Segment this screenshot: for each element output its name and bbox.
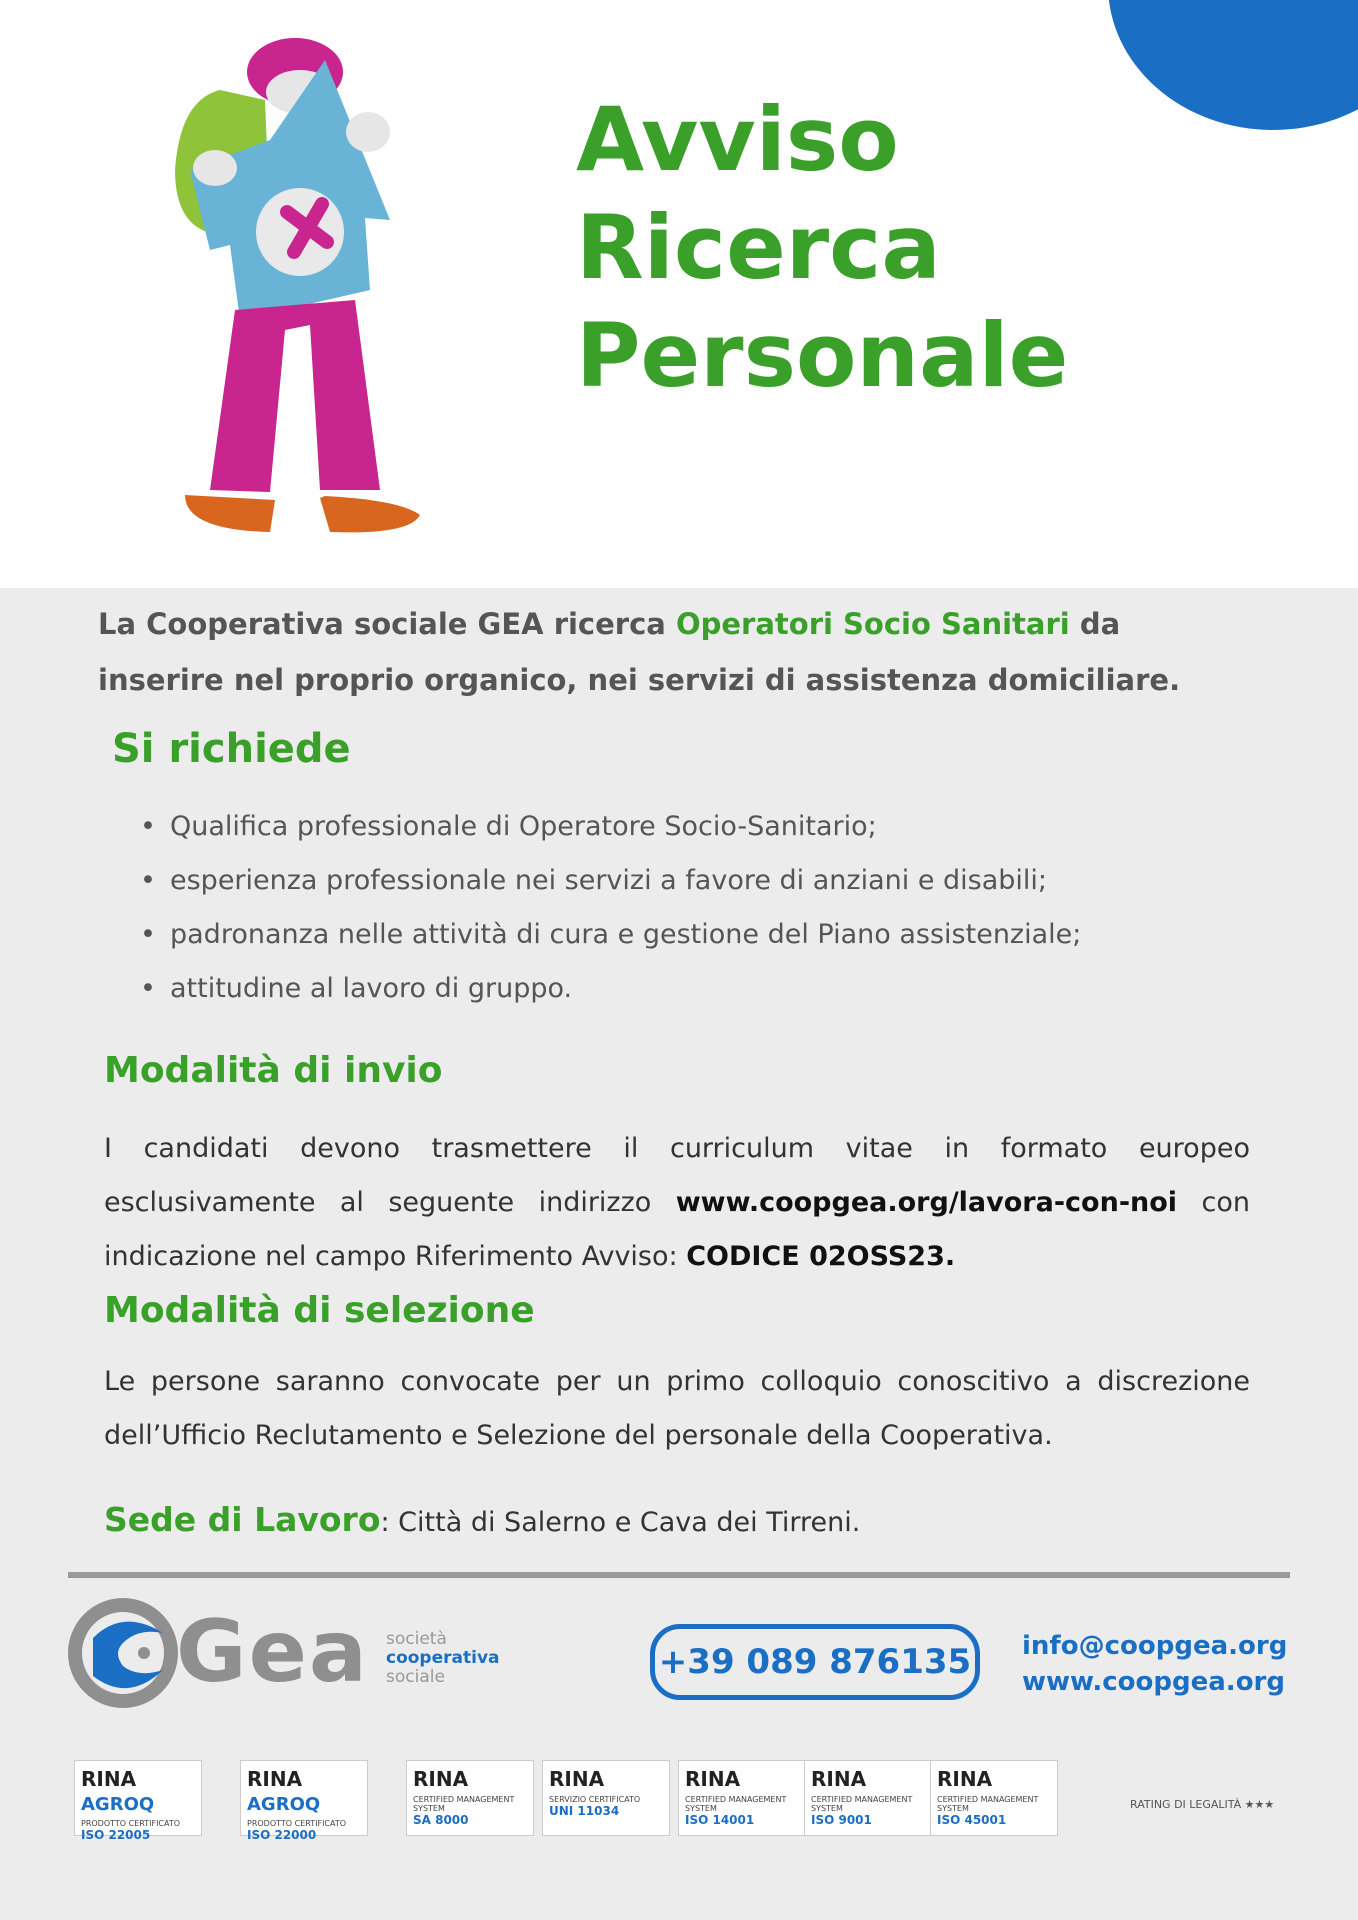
cert-sub: AGROQ: [81, 1794, 155, 1815]
word: candidati: [143, 1133, 269, 1164]
word: indirizzo: [538, 1187, 652, 1218]
cert-iso: ISO 22005: [81, 1828, 151, 1842]
list-item-text: padronanza nelle attività di cura e gestione del Piano assistenziale;: [170, 919, 1082, 950]
certification-badge: [804, 1760, 932, 1836]
cert-brand: RINA: [685, 1767, 741, 1791]
gea-logo: [68, 1598, 528, 1708]
word: I: [104, 1133, 112, 1164]
cert-note: PRODOTTO CERTIFICATO: [81, 1819, 181, 1828]
word: in: [944, 1133, 970, 1164]
cert-brand: RINA: [549, 1767, 605, 1791]
cert-iso: UNI 11034: [549, 1804, 620, 1818]
reference-code: CODICE 02OSS23.: [686, 1241, 956, 1272]
sending-line-3: [104, 1230, 1250, 1284]
list-item-text: attitudine al lavoro di gruppo.: [170, 973, 573, 1004]
cert-note: CERTIFIED MANAGEMENT SYSTEM: [685, 1795, 787, 1813]
word: con: [1201, 1187, 1250, 1218]
intro-text-2: da inserire nel proprio organico, nei servizi di assistenza domiciliare.: [98, 607, 1181, 697]
word: trasmettere: [431, 1133, 592, 1164]
cert-iso: SA 8000: [413, 1813, 469, 1827]
intro-highlight: Operatori Socio Sanitari: [675, 607, 1070, 641]
cert-note: CERTIFIED MANAGEMENT SYSTEM: [811, 1795, 913, 1813]
contact-info: [1022, 1628, 1287, 1700]
work-location-label: Sede di Lavoro: [104, 1500, 381, 1539]
cert-brand: RINA: [413, 1767, 469, 1791]
logo-sub-line: sociale: [386, 1667, 445, 1687]
intro-paragraph: [98, 596, 1248, 708]
website-link[interactable]: www.coopgea.org: [1022, 1667, 1285, 1697]
application-url-link[interactable]: www.coopgea.org/lavora-con-noi: [675, 1187, 1178, 1218]
certification-badge: [678, 1760, 806, 1836]
list-item: [140, 854, 1081, 908]
logo-wordmark: Gea: [176, 1602, 369, 1702]
bullet-icon: •: [140, 811, 156, 842]
requirements-heading: Si richiede: [112, 726, 351, 772]
cert-note: SERVIZIO CERTIFICATO: [549, 1795, 641, 1804]
trousers-shape: [210, 300, 380, 492]
title-line-3: Personale: [576, 304, 1069, 407]
bullet-icon: •: [140, 865, 156, 896]
work-location-value: : Città di Salerno e Cava dei Tirreni.: [380, 1507, 861, 1538]
logo-sub-line: cooperativa: [386, 1648, 500, 1668]
list-item: [140, 962, 1081, 1016]
cert-iso: ISO 45001: [937, 1813, 1007, 1827]
list-item-text: esperienza professionale nei servizi a favore di anziani e disabili;: [170, 865, 1048, 896]
email-link[interactable]: info@coopgea.org: [1022, 1631, 1288, 1661]
sending-paragraph: [104, 1122, 1250, 1284]
word: curriculum: [669, 1133, 815, 1164]
cert-sub: AGROQ: [247, 1794, 321, 1815]
word: il: [623, 1133, 639, 1164]
logo-sub-line: società: [386, 1629, 447, 1649]
list-item: [140, 800, 1081, 854]
page-title: [576, 86, 1068, 410]
reference-label: indicazione nel campo Riferimento Avviso:: [104, 1241, 687, 1272]
cert-iso: ISO 22000: [247, 1828, 317, 1842]
certification-badge: [74, 1760, 202, 1842]
cert-brand: RINA: [81, 1767, 137, 1791]
logo-subtitle: [386, 1630, 500, 1687]
selection-heading: Modalità di selezione: [104, 1290, 535, 1331]
sending-heading: Modalità di invio: [104, 1050, 443, 1091]
cert-iso: ISO 9001: [811, 1813, 872, 1827]
word: seguente: [388, 1187, 515, 1218]
bullet-icon: •: [140, 973, 156, 1004]
certifications-strip: [74, 1760, 1294, 1840]
word: vitae: [845, 1133, 913, 1164]
certification-badge: [406, 1760, 534, 1836]
word: formato: [1000, 1133, 1108, 1164]
intro-text-1: La Cooperativa sociale GEA ricerca: [98, 607, 676, 641]
title-line-1: Avviso: [576, 88, 899, 191]
title-line-2: Ricerca: [576, 196, 941, 299]
cert-note: CERTIFIED MANAGEMENT SYSTEM: [937, 1795, 1039, 1813]
certification-badge: [542, 1760, 670, 1836]
requirements-list: [140, 800, 1081, 1016]
cert-brand: RINA: [937, 1767, 993, 1791]
list-item-text: Qualifica professionale di Operatore Socio-Sanitario;: [170, 811, 877, 842]
bullet-icon: •: [140, 919, 156, 950]
certification-badge: [930, 1760, 1058, 1836]
work-location: [104, 1500, 860, 1539]
word: al: [339, 1187, 364, 1218]
word: europeo: [1138, 1133, 1250, 1164]
selection-paragraph: Le persone saranno convocate per un primo colloquio conoscitivo a discrezione dell’Ufficio Reclutamento e Selezione del personale della Cooperativa.: [104, 1366, 1250, 1451]
gea-logo-icon: [68, 1598, 178, 1708]
list-item: [140, 908, 1081, 962]
cert-brand: RINA: [811, 1767, 867, 1791]
certification-badge: [240, 1760, 368, 1842]
person-carrying-house-illustration: [150, 20, 480, 540]
cert-brand: RINA: [247, 1767, 303, 1791]
word: esclusivamente: [104, 1187, 316, 1218]
cert-note: CERTIFIED MANAGEMENT SYSTEM: [413, 1795, 515, 1813]
sending-line-1: [104, 1122, 1250, 1176]
cert-note: PRODOTTO CERTIFICATO: [247, 1819, 347, 1828]
divider: [68, 1572, 1290, 1578]
rating-legalita: RATING DI LEGALITÀ ★★★: [1130, 1798, 1275, 1811]
sending-line-2: [104, 1176, 1250, 1230]
phone-number[interactable]: +39 089 876135: [650, 1624, 980, 1700]
word: devono: [300, 1133, 400, 1164]
cert-iso: ISO 14001: [685, 1813, 755, 1827]
